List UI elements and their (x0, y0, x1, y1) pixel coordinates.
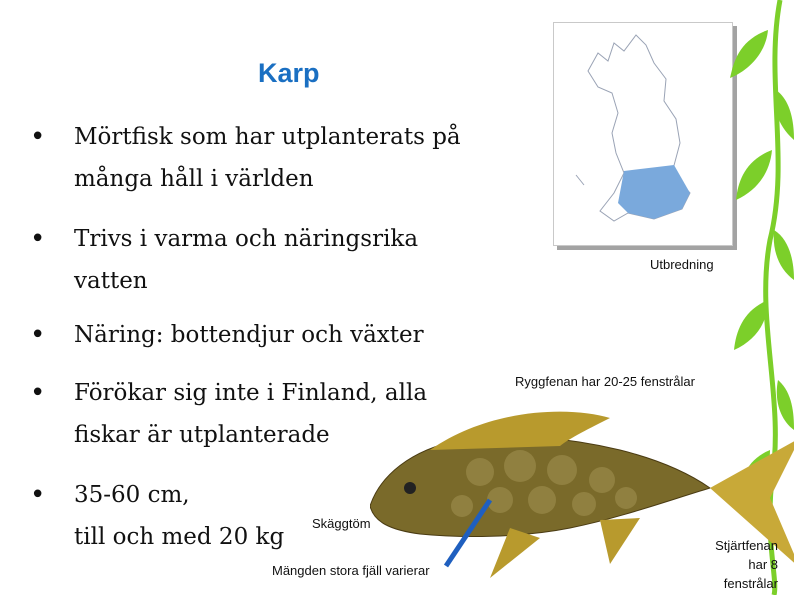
bullet-dot-icon: • (30, 122, 46, 152)
bullet-line: många håll i världen (74, 166, 314, 192)
tail-fin-label (708, 536, 778, 593)
tail-fin-label-line: Stjärtfenan (715, 538, 778, 553)
bullet-line: 35-60 cm, (74, 482, 190, 508)
distribution-map (553, 22, 733, 246)
map-caption: Utbredning (650, 257, 714, 272)
bullet-line: Mörtfisk som har utplanterats på (74, 124, 461, 150)
bullet-line: Trivs i varma och näringsrika (74, 226, 419, 252)
finland-map-icon (554, 23, 732, 245)
slide-title: Karp (258, 58, 320, 88)
bullet-line: Förökar sig inte i Finland, alla (74, 380, 428, 406)
tail-fin-label-line: fenstrålar (723, 576, 778, 591)
bullet-dot-icon: • (30, 378, 46, 408)
bullet-line: Näring: bottendjur och växter (74, 322, 424, 348)
bullet-dot-icon: • (30, 320, 46, 350)
bullet-line: vatten (74, 268, 148, 294)
bullet-dot-icon: • (30, 224, 46, 254)
barbel-label: Skäggtöm (312, 516, 371, 531)
bullet-line: fiskar är utplanterade (74, 422, 330, 448)
tail-fin-label-line: har 8 (748, 557, 778, 572)
bullet-dot-icon: • (30, 480, 46, 510)
dorsal-fin-label: Ryggfenan har 20-25 fenstrålar (515, 374, 695, 389)
scales-label: Mängden stora fjäll varierar (272, 563, 430, 578)
bullet-line: till och med 20 kg (74, 524, 285, 550)
